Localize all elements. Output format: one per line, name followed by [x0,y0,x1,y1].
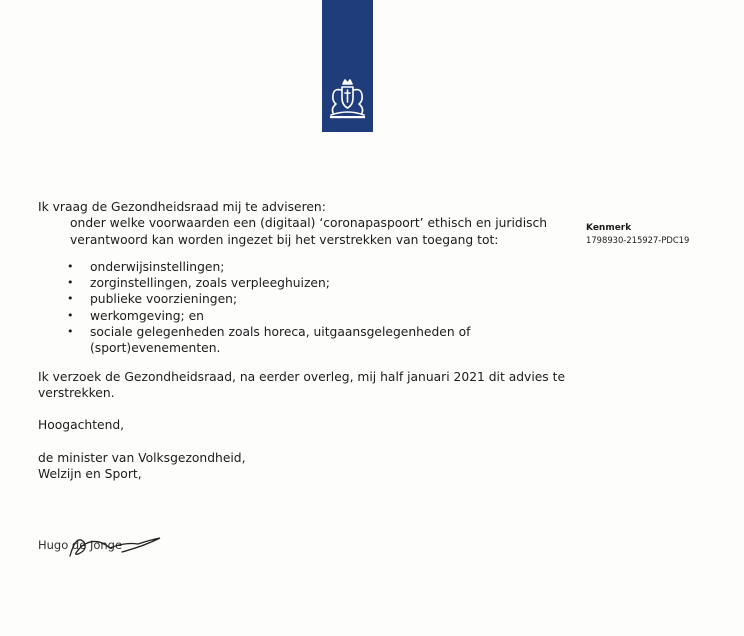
signoff-line-2: Welzijn en Sport, [38,466,142,481]
request-paragraph: Ik verzoek de Gezondheidsraad, na eerder overleg, mij half januari 2021 dit advies te verstrekken. [38,369,566,400]
list-item: • sociale gelegenheden zoals horeca, uitgaansgelegenheden of (sport)evenementen. [70,324,568,357]
intro-paragraph: Ik vraag de Gezondheidsraad mij te adviseren: [38,200,326,214]
handwritten-signature-icon [36,528,166,558]
signoff-line-1: de minister van Volksgezondheid, [38,450,246,465]
reference-block [586,222,736,246]
list-item: • werkomgeving; en [70,308,568,324]
signatory-name: Hugo de Jonge [38,538,123,552]
closing-salutation: Hoogachtend, [38,418,125,433]
list-item: • onderwijsinstellingen; [70,259,568,275]
advice-question: onder welke voorwaarden een (digitaal) ‘coronapaspoort’ ethisch en juridisch verantwoord kan worden ingezet bij het verstrekken van toegang tot: [70,216,548,247]
reference-label: Kenmerk [586,223,632,233]
access-domain-list [38,259,568,357]
list-item: • publieke voorzieningen; [70,291,568,307]
signature-block [36,528,166,558]
letter-body [38,199,568,482]
rijksoverheid-logo-band [322,0,373,132]
coat-of-arms-icon [327,78,368,120]
list-item: • zorginstellingen, zoals verpleeghuizen; [70,275,568,291]
reference-number: 1798930-215927-PDC19 [586,235,690,245]
